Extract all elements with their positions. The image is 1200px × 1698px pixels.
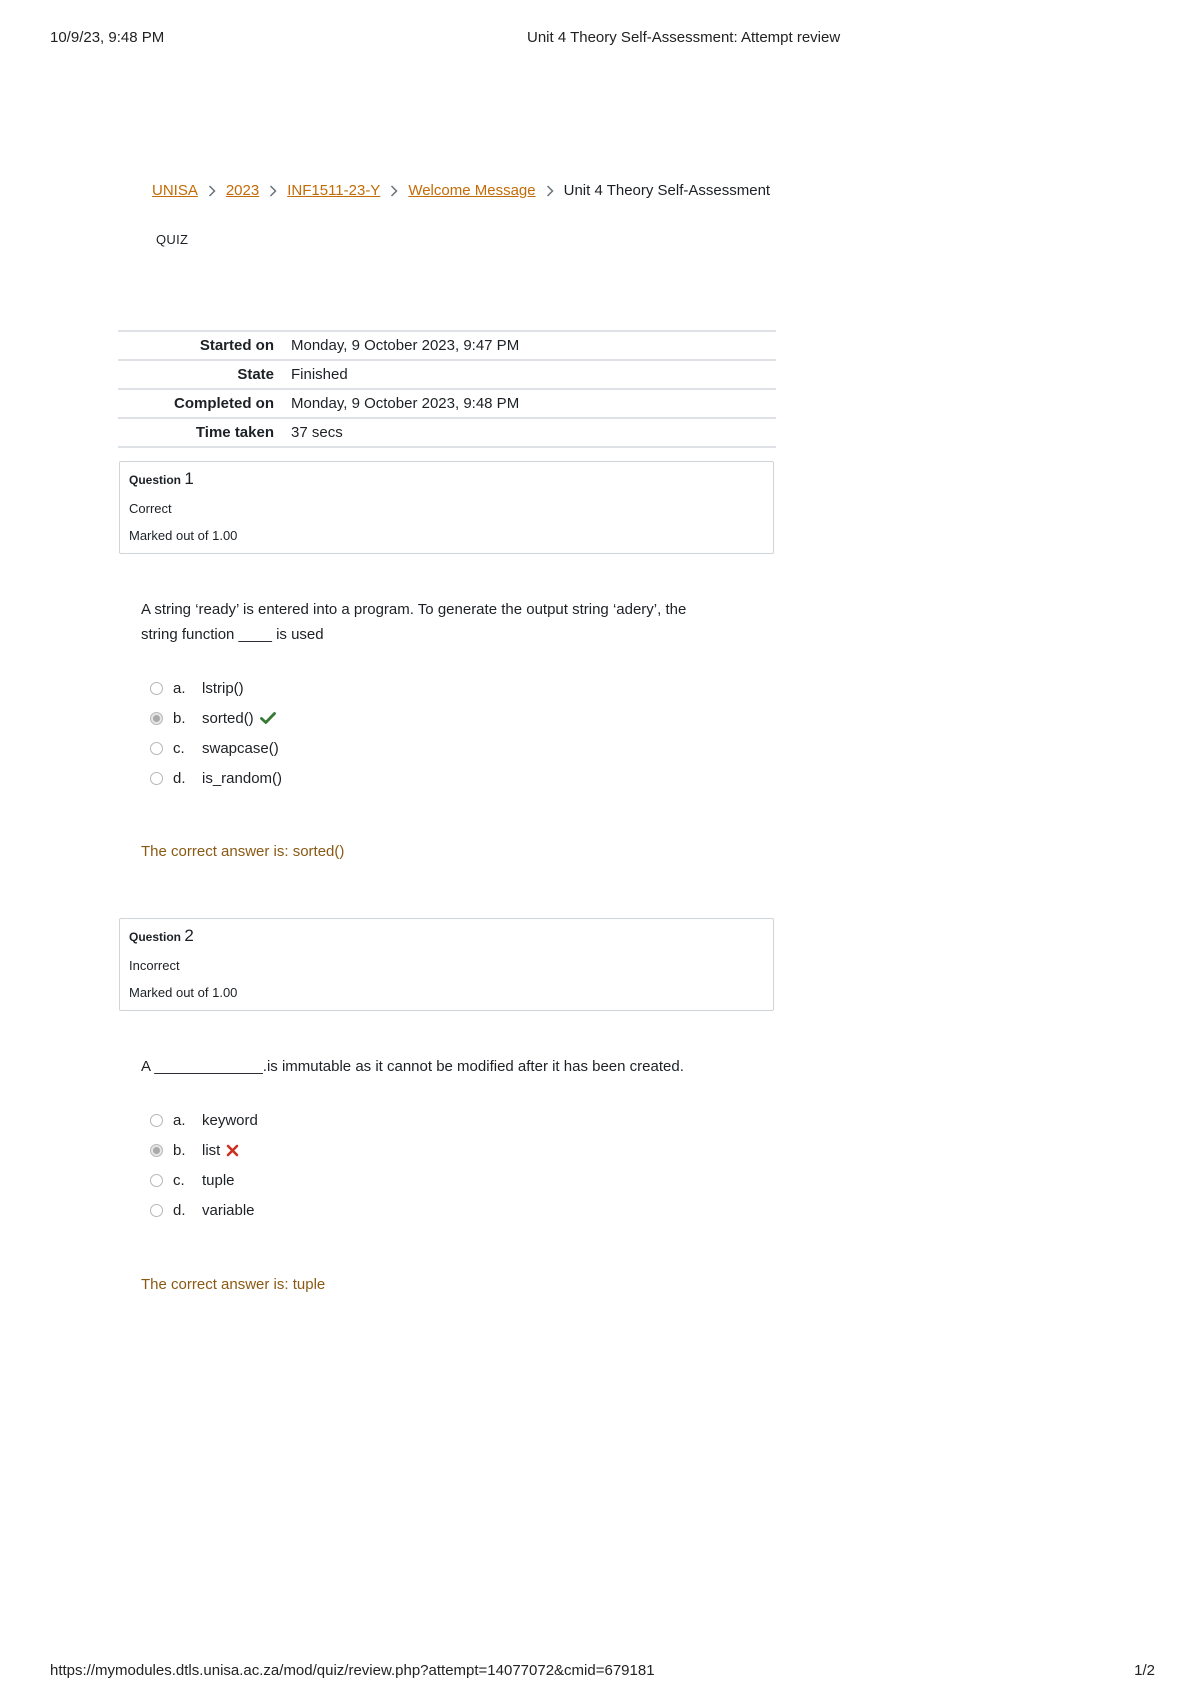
answer-text: keyword xyxy=(202,1111,258,1129)
answer-radio[interactable] xyxy=(150,1174,163,1187)
question-heading xyxy=(129,469,194,489)
question-2-text xyxy=(141,1054,761,1079)
chevron-right-icon xyxy=(546,185,554,197)
summary-value: Finished xyxy=(291,366,348,383)
answer-text: swapcase() xyxy=(202,739,279,757)
answer-letter: a. xyxy=(173,1111,186,1129)
question-2-answers xyxy=(150,1105,258,1225)
question-marked-out-of: Marked out of 1.00 xyxy=(129,985,238,1000)
breadcrumb xyxy=(152,182,770,199)
question-state: Correct xyxy=(129,501,172,516)
answer-radio[interactable] xyxy=(150,1114,163,1127)
answer-letter: b. xyxy=(173,709,186,727)
answer-option xyxy=(150,733,282,763)
summary-row xyxy=(118,331,776,360)
answer-option xyxy=(150,1195,258,1225)
question-2-info xyxy=(119,918,774,1011)
checkmark-icon xyxy=(260,711,276,725)
summary-label: State xyxy=(237,366,274,383)
print-title: Unit 4 Theory Self-Assessment: Attempt review xyxy=(527,29,841,46)
answer-text: variable xyxy=(202,1201,255,1219)
question-heading-label: Question xyxy=(129,473,182,487)
answer-letter: c. xyxy=(173,739,185,757)
answer-text: list xyxy=(202,1141,221,1159)
chevron-right-icon xyxy=(208,185,216,197)
question-text-line: string function ____ is used xyxy=(141,626,324,643)
answer-text: sorted() xyxy=(202,709,254,727)
question-text-line: A string ‘ready’ is entered into a program. To generate the output string ‘adery’, the xyxy=(141,601,687,618)
print-page-number: 1/2 xyxy=(1134,1662,1155,1679)
answer-text: is_random() xyxy=(202,769,283,787)
print-date: 10/9/23, 9:48 PM xyxy=(50,29,165,46)
answer-radio[interactable] xyxy=(150,742,163,755)
answer-option xyxy=(150,1165,258,1195)
answer-option xyxy=(150,673,282,703)
question-number: 2 xyxy=(184,926,194,945)
answer-option xyxy=(150,1135,258,1165)
answer-radio-selected[interactable] xyxy=(150,1144,163,1157)
breadcrumb-link-section[interactable]: Welcome Message xyxy=(408,182,536,199)
cross-icon xyxy=(226,1144,239,1157)
question-text-line: A _____________.is immutable as it cannot be modified after it has been created. xyxy=(141,1058,684,1075)
question-heading-label: Question xyxy=(129,930,182,944)
answer-letter: a. xyxy=(173,679,186,697)
summary-value: 37 secs xyxy=(291,424,343,441)
question-state: Incorrect xyxy=(129,958,180,973)
summary-row xyxy=(118,389,776,418)
summary-label: Time taken xyxy=(195,424,274,441)
summary-label: Completed on xyxy=(174,395,274,412)
answer-radio[interactable] xyxy=(150,682,163,695)
answer-letter: d. xyxy=(173,1201,186,1219)
question-number: 1 xyxy=(184,469,194,488)
answer-radio-selected[interactable] xyxy=(150,712,163,725)
breadcrumb-current: Unit 4 Theory Self-Assessment xyxy=(563,182,771,199)
page-label: QUIZ xyxy=(156,232,189,247)
question-marked-out-of: Marked out of 1.00 xyxy=(129,528,238,543)
question-1-feedback: The correct answer is: sorted() xyxy=(141,843,345,860)
answer-letter: b. xyxy=(173,1141,186,1159)
breadcrumb-link-year[interactable]: 2023 xyxy=(225,182,260,199)
question-heading xyxy=(129,926,194,946)
summary-value: Monday, 9 October 2023, 9:48 PM xyxy=(291,395,520,412)
print-url: https://mymodules.dtls.unisa.ac.za/mod/quiz/review.php?attempt=14077072&cmid=679181 xyxy=(50,1662,655,1679)
summary-row xyxy=(118,418,776,447)
answer-letter: c. xyxy=(173,1171,185,1189)
question-1-info xyxy=(119,461,774,554)
question-1-text xyxy=(141,597,761,647)
summary-value: Monday, 9 October 2023, 9:47 PM xyxy=(291,337,520,354)
answer-option xyxy=(150,703,282,733)
answer-option xyxy=(150,1105,258,1135)
attempt-summary-table xyxy=(118,330,776,448)
answer-radio[interactable] xyxy=(150,1204,163,1217)
answer-option xyxy=(150,763,282,793)
question-1-answers xyxy=(150,673,282,793)
breadcrumb-link-course[interactable]: INF1511-23-Y xyxy=(287,182,381,199)
summary-row xyxy=(118,360,776,389)
chevron-right-icon xyxy=(269,185,277,197)
answer-text: lstrip() xyxy=(202,679,244,697)
question-2-feedback: The correct answer is: tuple xyxy=(141,1276,326,1293)
answer-text: tuple xyxy=(202,1171,235,1189)
breadcrumb-link-unisa[interactable]: UNISA xyxy=(152,182,198,199)
answer-radio[interactable] xyxy=(150,772,163,785)
answer-letter: d. xyxy=(173,769,186,787)
summary-label: Started on xyxy=(199,337,274,354)
chevron-right-icon xyxy=(390,185,398,197)
